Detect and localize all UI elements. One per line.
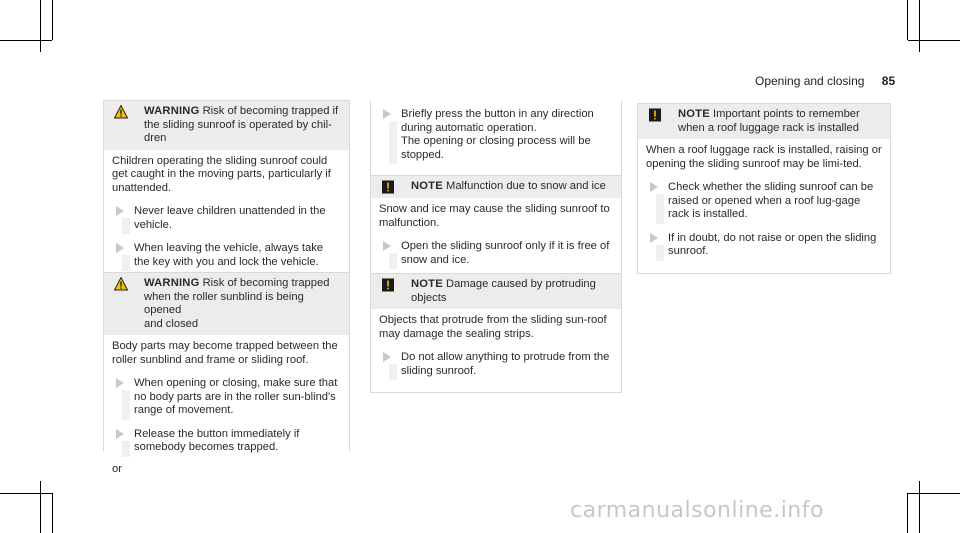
step-text: When opening or closing, make sure that no body parts are in the roller sun-blind's range of movement.	[134, 377, 338, 416]
warning-header	[104, 101, 349, 150]
crop-mark	[0, 40, 52, 41]
step-item	[112, 242, 341, 269]
warning-label: WARNING	[144, 277, 200, 289]
step-text: Check whether the sliding sunroof can be raised or opened when a roof lug-gage rack is installed.	[668, 181, 874, 220]
warning-triangle-icon	[114, 105, 128, 119]
note-label: NOTE	[678, 108, 710, 120]
step-item	[646, 181, 882, 222]
step-arrow-icon	[383, 352, 391, 362]
warning-box-trapped-children	[103, 100, 350, 284]
step-text: Open the sliding sunroof only if it is free of snow and ice.	[401, 240, 610, 266]
step-arrow-icon	[650, 182, 658, 192]
step-item	[379, 351, 613, 378]
step-item	[112, 377, 341, 418]
warning-body	[104, 150, 349, 284]
continued-box	[370, 100, 622, 177]
step-arrow-icon	[383, 109, 391, 119]
warning-title: and closed	[144, 317, 199, 330]
step-text: Do not allow anything to protrude from the sliding sunroof.	[401, 351, 610, 377]
notice-icon	[381, 278, 395, 292]
warning-title: the sliding sunroof is operated by chil-	[144, 118, 332, 131]
note-header	[371, 274, 621, 309]
step-text: Release the button immediately if somebody becomes trapped.	[134, 427, 300, 453]
warning-body	[104, 335, 349, 486]
warning-triangle-icon	[114, 277, 128, 291]
step-text: Never leave children unattended in the vehicle.	[134, 205, 326, 231]
warning-title: Risk of becoming trapped if	[202, 105, 339, 117]
step-item	[379, 240, 613, 267]
note-title: Damage caused by protruding	[446, 278, 596, 290]
crop-mark	[0, 493, 52, 494]
warning-box-roller-sunblind	[103, 272, 350, 475]
crop-mark	[919, 0, 920, 52]
note-label: NOTE	[411, 180, 443, 192]
step-item	[112, 205, 341, 232]
warning-label: WARNING	[144, 105, 200, 117]
watermark[interactable]: carmanualsonline.info	[570, 498, 824, 523]
step-text: Briefly press the button in any direction during automatic operation.	[401, 108, 594, 134]
step-note: The opening or closing process will be stopped.	[401, 135, 591, 161]
note-title: Malfunction due to snow and ice	[446, 180, 606, 192]
note-title: Important points to remember	[713, 108, 860, 120]
note-body	[638, 139, 890, 273]
step-arrow-icon	[116, 378, 124, 388]
warning-description: Body parts may become trapped between the roller sunblind and frame or sliding roof.	[112, 340, 338, 366]
crop-mark	[40, 0, 41, 52]
note-title: objects	[411, 291, 447, 304]
step-text: When leaving the vehicle, always take the key with you and lock the vehicle.	[134, 242, 324, 268]
step-arrow-icon	[383, 241, 391, 251]
note-body	[371, 198, 621, 281]
crop-mark	[52, 0, 53, 40]
notice-icon	[381, 180, 395, 194]
page-number: 85	[881, 74, 896, 88]
crop-mark	[907, 493, 908, 533]
note-description: Objects that protrude from the sliding sun-roof may damage the sealing strips.	[379, 314, 607, 340]
note-header	[638, 104, 890, 139]
note-box-snow-ice	[370, 175, 622, 282]
warning-title: dren	[144, 132, 167, 144]
crop-mark	[908, 493, 960, 494]
step-item	[646, 232, 882, 259]
warning-header	[104, 273, 349, 335]
warning-description: Children operating the sliding sunroof could get caught in the moving parts, particularly if unattended.	[112, 154, 331, 194]
step-item	[379, 108, 613, 162]
step-arrow-icon	[650, 233, 658, 243]
step-arrow-icon	[116, 206, 124, 216]
step-text: If in doubt, do not raise or open the sliding sunroof.	[668, 231, 877, 257]
note-box-protruding-objects	[370, 273, 622, 393]
warning-title: Risk of becoming trapped	[202, 277, 330, 289]
note-description: Snow and ice may cause the sliding sunroof to malfunction.	[379, 203, 610, 229]
note-header	[371, 176, 621, 198]
crop-mark	[40, 481, 41, 533]
or-connector: or	[112, 462, 122, 475]
note-label: NOTE	[411, 278, 443, 290]
continued-body	[371, 100, 621, 176]
step-arrow-icon	[116, 429, 124, 439]
page-header	[755, 75, 895, 89]
step-arrow-icon	[116, 243, 124, 253]
crop-mark	[919, 481, 920, 533]
note-title: when a roof luggage rack is installed	[678, 121, 859, 134]
section-title: Opening and closing	[755, 74, 865, 88]
crop-mark	[908, 40, 960, 41]
crop-mark	[907, 0, 908, 40]
note-description: When a roof luggage rack is installed, raising or opening the sliding sunroof may be limi-ted.	[646, 144, 882, 170]
warning-title: when the roller sunblind is being opened	[144, 290, 304, 316]
note-body	[371, 309, 621, 392]
crop-mark	[52, 493, 53, 533]
note-box-roof-luggage-rack	[637, 103, 891, 274]
notice-icon	[648, 108, 662, 122]
step-item	[112, 428, 341, 455]
